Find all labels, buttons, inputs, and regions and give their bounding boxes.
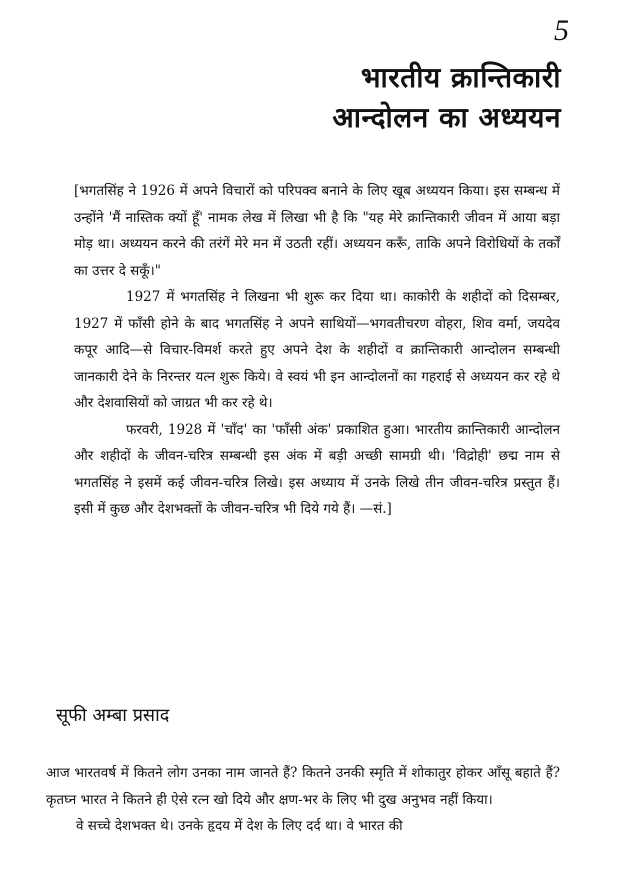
body-paragraph: वे सच्चे देशभक्त थे। उनके हृदय में देश के लिए दर्द था। वे भारत की	[76, 818, 403, 834]
editor-note-paragraph: फरवरी, 1928 में 'चाँद' का 'फाँसी अंक' प्रकाशित हुआ। भारतीय क्रान्तिकारी आन्दोलन और शहीदों के जीवन-चरित्र सम्बन्धी इस अंक में बड़ी अच्छी सामग्री थी। 'विद्रोही' छद्म नाम से भगतसिंह ने इसमें कई जीवन-चरित्र लिखे। इस अध्याय में उनके लिखे तीन जीवन-चरित्र प्रस्तुत हैं। इसी में कुछ और देशभक्तों के जीवन-चरित्र भी दिये गये हैं। —सं.]	[74, 421, 560, 517]
editor-note	[74, 178, 560, 523]
body-paragraph: आज भारतवर्ष में कितने लोग उनका नाम जानते हैं? कितने उनकी स्मृति में शोकातुर होकर आँसू बहाते हैं? कृतघ्न भारत ने कितने ही ऐसे रत्न खो दिये और क्षण-भर के लिए भी दुख अनुभव नहीं किया।	[46, 765, 560, 808]
section-body	[46, 760, 560, 840]
editor-note-paragraph: 1927 में भगतसिंह ने लिखना भी शुरू कर दिया था। काकोरी के शहीदों को दिसम्बर, 1927 में फाँसी होने के बाद भगतसिंह ने अपने साथियों—भगवतीचरण वोहरा, शिव वर्मा, जयदेव कपूर आदि—से विचार-विमर्श करते हुए अपने देश के शहीदों व क्रान्तिकारी आन्दोलन सम्बन्धी जानकारी देने के निरन्तर यत्न शुरू किये। वे स्वयं भी इन आन्दोलनों का गहराई से अध्ययन कर रहे थे और देशवासियों को जाग्रत भी कर रहे थे।	[74, 289, 560, 411]
chapter-number: 5	[554, 14, 569, 47]
chapter-title-line-2: आन्दोलन का अध्ययन	[332, 101, 561, 134]
chapter-title	[332, 58, 561, 138]
section-heading: सूफी अम्बा प्रसाद	[56, 705, 170, 726]
chapter-title-line-1: भारतीय क्रान्तिकारी	[360, 61, 561, 94]
editor-note-paragraph: [भगतसिंह ने 1926 में अपने विचारों को परिपक्व बनाने के लिए खूब अध्ययन किया। इस सम्बन्ध में उन्होंने 'मैं नास्तिक क्यों हूँ' नामक लेख में लिखा भी है कि "यह मेरे क्रान्तिकारी जीवन में आया बड़ा मोड़ था। अध्ययन करने की तरंगें मेरे मन में उठती रहीं। अध्ययन करूँ, ताकि अपने विरोधियों के तर्कों का उत्तर दे सकूँ।"	[74, 183, 560, 279]
